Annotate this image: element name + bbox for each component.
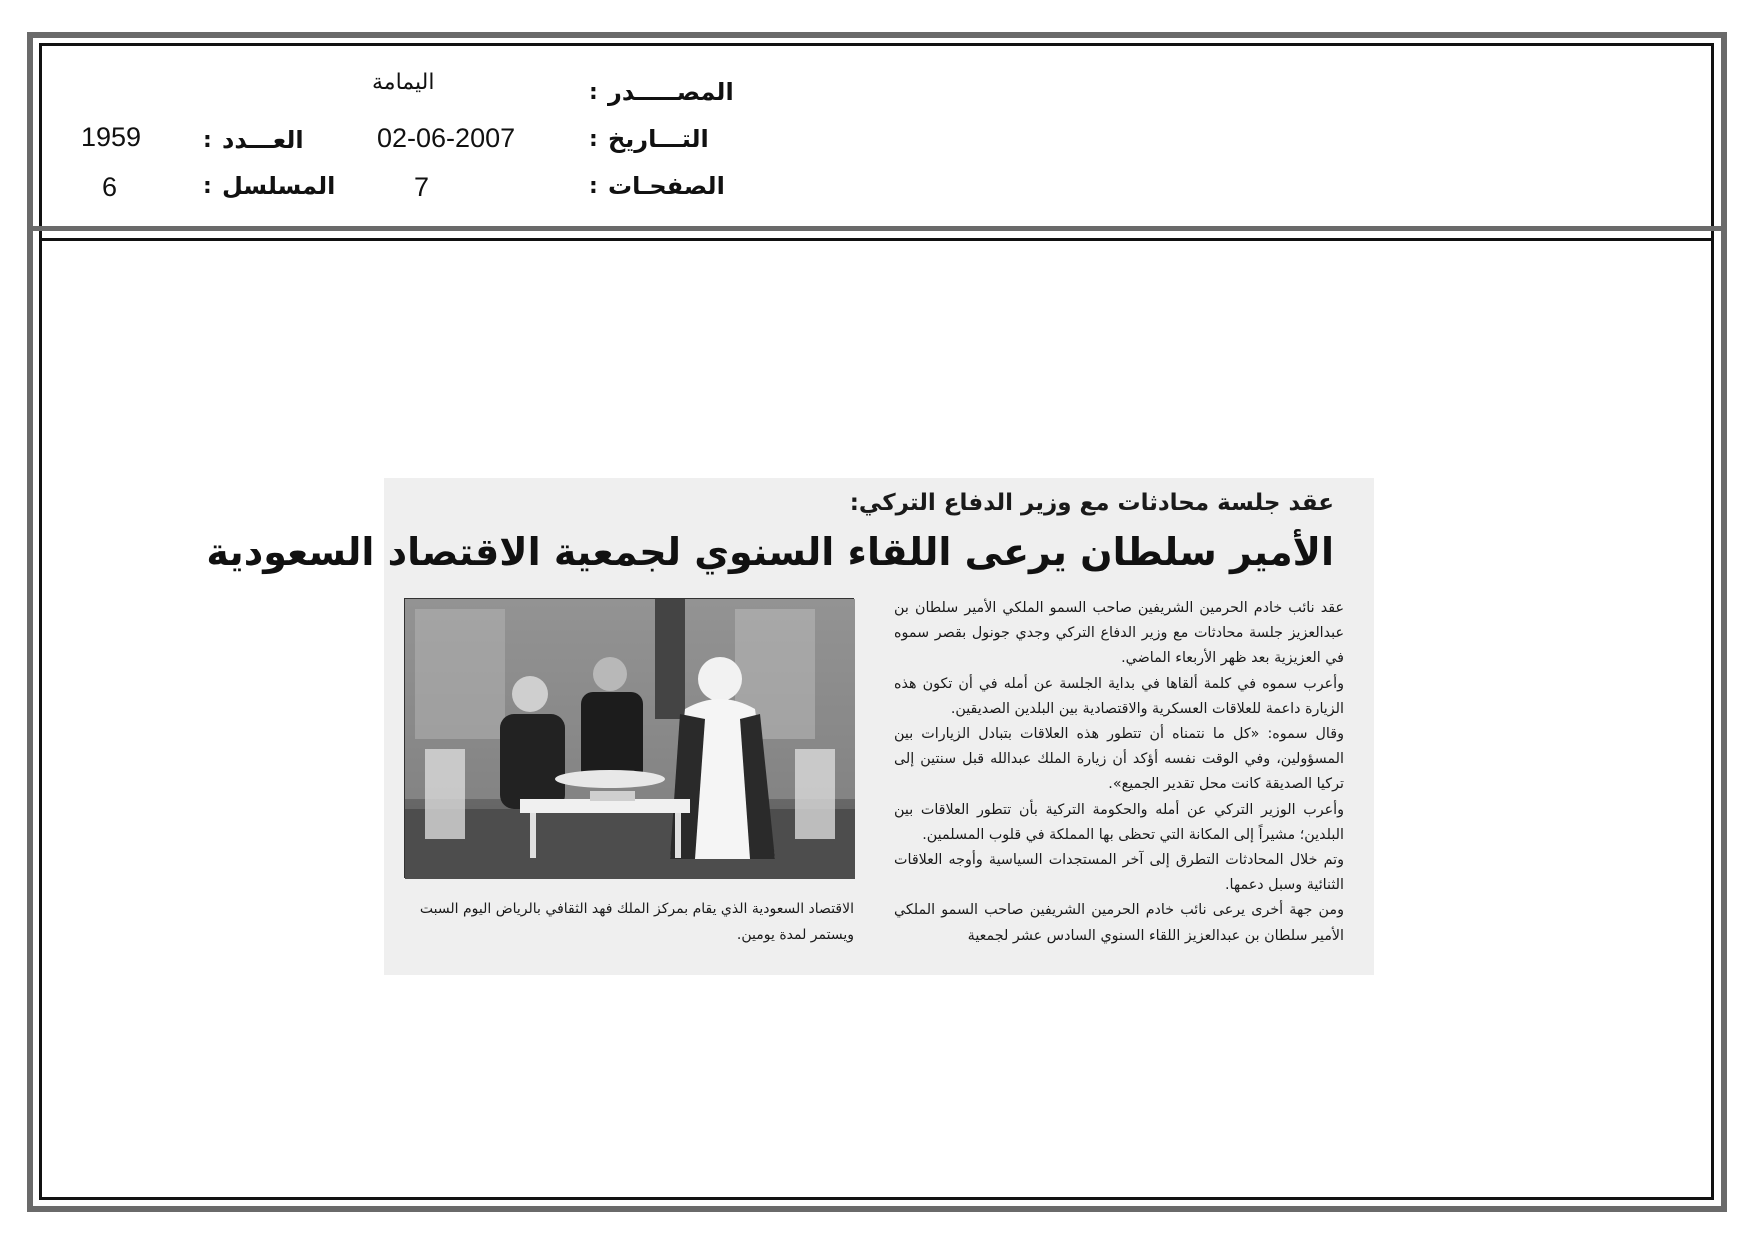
issue-colon: : (203, 128, 212, 153)
article-photo (404, 598, 854, 878)
article-paragraph: وأعرب الوزير التركي عن أمله والحكومة التركية بأن تتطور العلاقات بين البلدين؛ مشيراً إلى المكانة التي تحظى بها المملكة في قلوب المسلمين. (894, 801, 1344, 843)
source-label: المصـــــدر (608, 78, 734, 106)
pages-label: الصفحـات (608, 172, 725, 200)
newspaper-clipping (206, 478, 1374, 975)
article-paragraph: وقال سموه: «كل ما نتمناه أن تتطور هذه العلاقات بتبادل الزيارات بين المسؤولين، وفي الوقت نفسه أؤكد أن زيارة الملك عبدالله قبل سنتين إلى تركيا الصديقة كانت محل تقدير الجميع». (894, 726, 1344, 793)
article-body (894, 596, 1344, 949)
article-paragraph: وأعرب سموه في كلمة ألقاها في بداية الجلسة عن أمله في أن تكون هذه الزيارة داعمة للعلاقات العسكرية والاقتصادية بين البلدين الصديقين. (894, 675, 1344, 717)
pages-value: 7 (414, 172, 430, 202)
article-paragraph: عقد نائب خادم الحرمين الشريفين صاحب السمو الملكي الأمير سلطان بن عبدالعزيز جلسة محادثات مع وزير الدفاع التركي وجدي جونول بقصر سموه في العزيزية بعد ظهر الأربعاء الماضي. (894, 600, 1344, 667)
date-colon: : (589, 127, 598, 152)
article-paragraph: وتم خلال المحادثات التطرق إلى آخر المستجدات السياسية وأوجه العلاقات الثنائية وسبل دعمها. (894, 852, 1344, 894)
date-value: 02-06-2007 (377, 123, 516, 153)
article-subtitle: عقد جلسة محادثات مع وزير الدفاع التركي: (849, 490, 1334, 516)
source-colon: : (589, 80, 598, 105)
date-label: التـــاريخ (608, 125, 709, 153)
serial-colon: : (203, 174, 212, 199)
meeting-photo-illustration (405, 599, 855, 879)
article-headline: الأمير سلطان يرعى اللقاء السنوي لجمعية الاقتصاد السعودية (206, 530, 1334, 574)
serial-label: المسلسل (222, 172, 336, 200)
header-divider-inner (39, 238, 1714, 241)
pages-colon: : (589, 174, 598, 199)
issue-value: 1959 (81, 122, 142, 152)
photo-caption: الاقتصاد السعودية الذي يقام بمركز الملك فهد الثقافي بالرياض اليوم السبت ويستمر لمدة يومين. (419, 901, 854, 943)
issue-label: العـــدد (222, 126, 304, 154)
article-paragraph: ومن جهة أخرى يرعى نائب خادم الحرمين الشريفين صاحب السمو الملكي الأمير سلطان بن عبدالعزيز اللقاء السنوي السادس عشر لجمعية (894, 902, 1344, 944)
source-value: اليمامة (372, 70, 435, 95)
header-divider (33, 226, 1722, 231)
serial-value: 6 (102, 172, 118, 202)
